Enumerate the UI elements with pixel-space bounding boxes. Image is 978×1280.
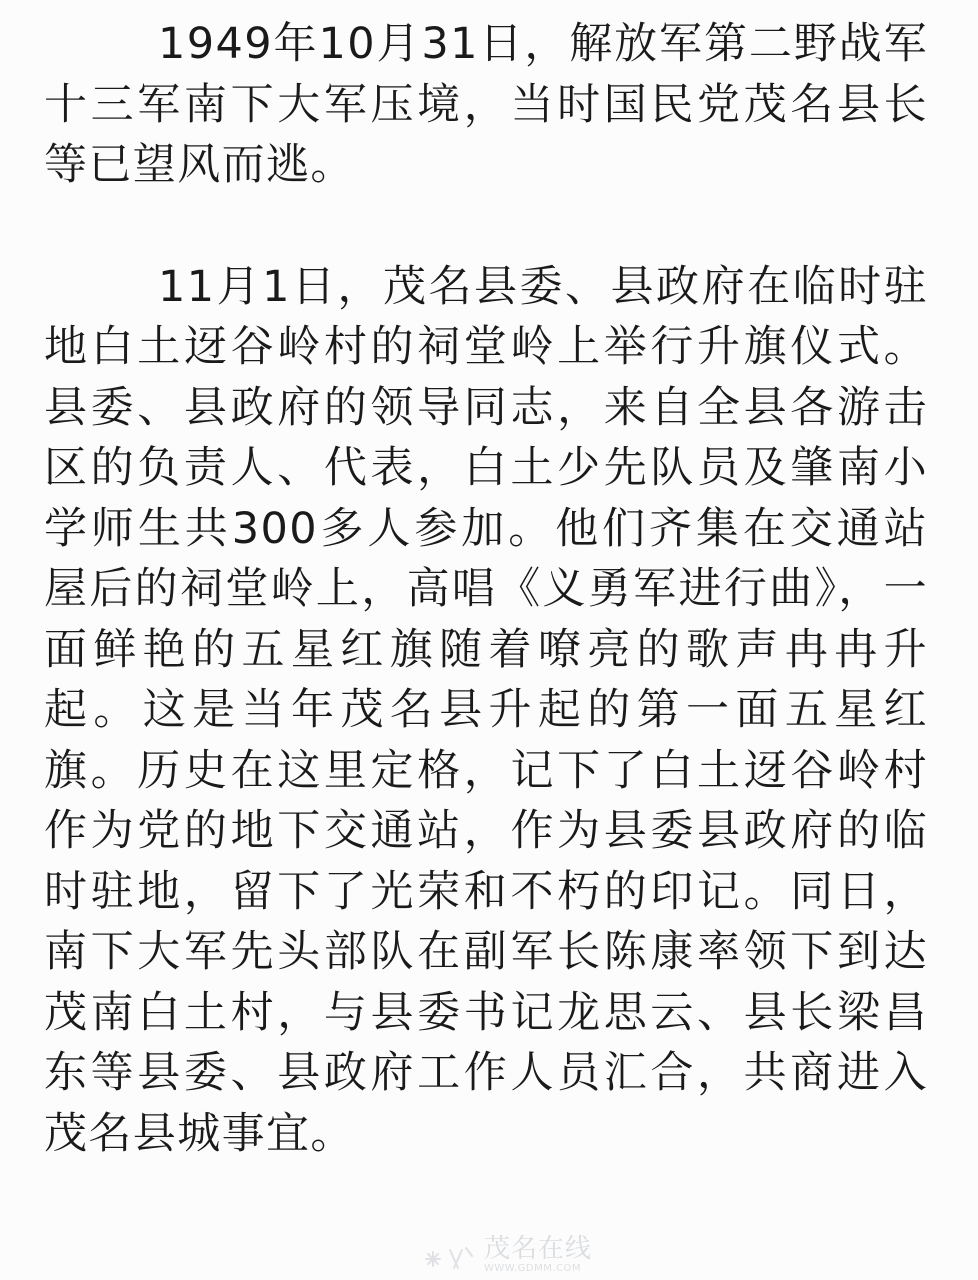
sparkle-logo-icon	[418, 1244, 478, 1274]
watermark-brand: 茂名在线	[483, 1234, 592, 1264]
watermark-url: WWW.GDMM.COM	[483, 1263, 582, 1274]
watermark	[418, 1235, 592, 1274]
article-body	[44, 14, 928, 1164]
paragraph-1: 1949年10月31日，解放军第二野战军十三军南下大军压境，当时国民党茂名县长等已望风而逃。	[44, 19, 928, 190]
paragraph-2: 11月1日，茂名县委、县政府在临时驻地白土迓谷岭村的祠堂岭上举行升旗仪式。县委、县政府的领导同志，来自全县各游击区的负责人、代表，白土少先队员及肇南小学师生共300多人参加。他们齐集在交通站屋后的祠堂岭上，高唱《义勇军进行曲》，一面鲜艳的五星红旗随着嘹亮的歌声冉冉升起。这是当年茂名县升起的第一面五星红旗。历史在这里定格，记下了白土迓谷岭村作为党的地下交通站，作为县委县政府的临时驻地，留下了光荣和不朽的印记。同日，南下大军先头部队在副军长陈康率领下到达茂南白土村，与县委书记龙思云、县长梁昌东等县委、县政府工作人员汇合，共商进入茂名县城事宜。	[44, 261, 928, 1159]
